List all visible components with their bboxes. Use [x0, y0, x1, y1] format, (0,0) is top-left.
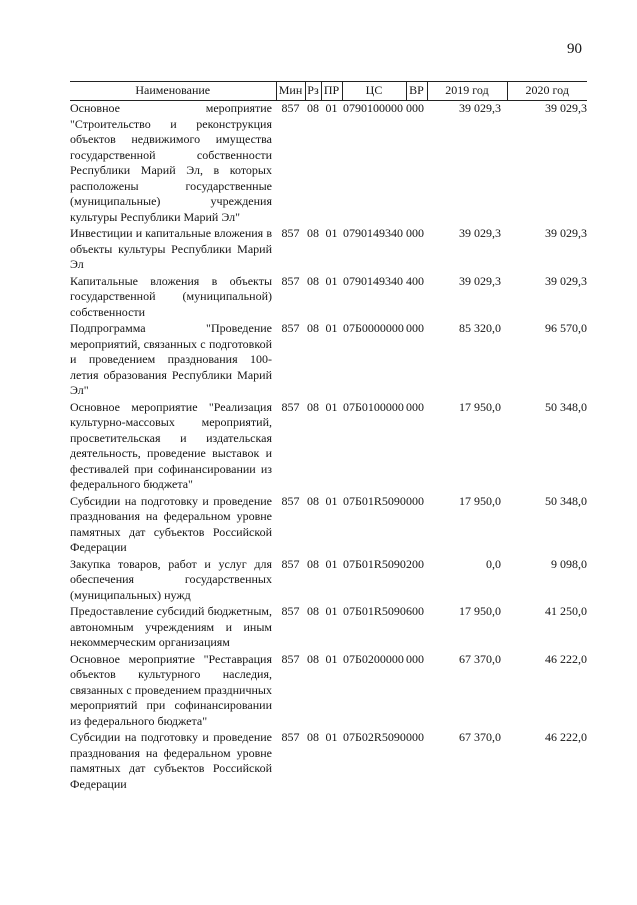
cell-vr: 000 — [406, 730, 424, 744]
cell-2019: 67 370,0 — [459, 651, 501, 666]
cell-2020: 41 250,0 — [545, 604, 587, 618]
table-header — [70, 82, 587, 101]
cell-pr: 01 — [325, 604, 338, 618]
cell-vr: 000 — [406, 226, 424, 240]
header-2019: 2019 год — [427, 82, 507, 101]
cell-min: 857 — [281, 101, 300, 115]
cell-2020: 96 570,0 — [545, 321, 587, 335]
page-number: 90 — [567, 41, 582, 57]
cell-name: Основное мероприятие "Реставрация объектов культурного наследия, связанных с проведением праздничных мероприятий при софинансировании из федерального бюджета" — [70, 651, 272, 728]
header-vr: ВР — [406, 82, 427, 101]
table-row — [70, 557, 587, 605]
table-row — [70, 226, 587, 274]
cell-pr: 01 — [325, 493, 338, 508]
cell-min: 857 — [281, 273, 300, 288]
cell-cs: 07Б01R5090 — [343, 493, 406, 508]
cell-pr: 01 — [325, 651, 338, 666]
cell-2019: 0,0 — [486, 556, 501, 571]
cell-vr: 000 — [406, 399, 424, 414]
cell-pr: 01 — [325, 556, 338, 571]
header-rz: Рз — [305, 82, 321, 101]
cell-pr: 01 — [325, 730, 338, 744]
cell-2019: 17 950,0 — [459, 604, 501, 618]
table-row — [70, 321, 587, 400]
cell-min: 857 — [281, 651, 300, 666]
header-pr: ПР — [321, 82, 342, 101]
cell-name: Предоставление субсидий бюджетным, автономным учреждениям и иным некоммерческим организациям — [70, 604, 272, 649]
table-row — [70, 652, 587, 731]
cell-min: 857 — [281, 399, 300, 414]
header-2020: 2020 год — [507, 82, 587, 101]
cell-min: 857 — [281, 226, 300, 240]
cell-cs: 0790149340 — [343, 273, 403, 288]
cell-2019: 39 029,3 — [459, 226, 501, 240]
cell-min: 857 — [281, 321, 300, 335]
cell-2020: 39 029,3 — [545, 226, 587, 240]
cell-2019: 85 320,0 — [459, 321, 501, 335]
cell-name: Основное мероприятие "Строительство и реконструкция объектов недвижимого имущества государственной собственности Республики Марий Эл, в которых расположены государственные (муниципальные) учреждения культуры Республики Марий Эл" — [70, 101, 272, 224]
table-row — [70, 274, 587, 322]
cell-cs: 07Б02R5090 — [343, 730, 406, 744]
header-name: Наименование — [70, 82, 276, 101]
cell-2019: 17 950,0 — [459, 493, 501, 508]
cell-min: 857 — [281, 604, 300, 618]
cell-name: Закупка товаров, работ и услуг для обеспечения государственных (муниципальных) нужд — [70, 556, 272, 602]
cell-2020: 46 222,0 — [545, 651, 587, 666]
cell-cs: 07Б0000000 — [343, 321, 404, 335]
cell-name: Субсидии на подготовку и проведение празднования на федеральном уровне памятных дат субъектов Российской Федерации — [70, 493, 272, 554]
cell-vr: 200 — [406, 556, 424, 571]
cell-2019: 17 950,0 — [459, 399, 501, 414]
cell-2019: 39 029,3 — [459, 273, 501, 288]
cell-rz: 08 — [307, 226, 319, 240]
cell-name: Субсидии на подготовку и проведение празднования на федеральном уровне памятных дат субъектов Российской Федерации — [70, 730, 272, 791]
header-cs: ЦС — [342, 82, 406, 101]
cell-rz: 08 — [307, 730, 319, 744]
cell-2020: 46 222,0 — [545, 730, 587, 744]
cell-cs: 07Б01R5090 — [343, 556, 406, 571]
cell-name: Основное мероприятие "Реализация культурно-массовых мероприятий, просветительская и издательская деятельность, проведение выставок и фестивалей при софинансировании из федерального бюджета" — [70, 399, 272, 491]
cell-2020: 50 348,0 — [545, 493, 587, 508]
cell-2019: 39 029,3 — [459, 101, 501, 115]
cell-name: Подпрограмма "Проведение мероприятий, связанных с подготовкой и проведением празднования 100-летия образования Республики Марий Эл" — [70, 321, 272, 397]
cell-pr: 01 — [325, 321, 338, 335]
cell-rz: 08 — [307, 651, 319, 666]
cell-rz: 08 — [307, 493, 319, 508]
cell-rz: 08 — [307, 101, 319, 115]
table-row — [70, 730, 587, 793]
table-row — [70, 604, 587, 652]
cell-rz: 08 — [307, 321, 319, 335]
budget-table — [70, 81, 587, 793]
cell-2020: 9 098,0 — [551, 556, 587, 571]
cell-min: 857 — [281, 556, 300, 571]
cell-name: Капитальные вложения в объекты государственной (муниципальной) собственности — [70, 273, 272, 319]
table-row — [70, 494, 587, 557]
cell-rz: 08 — [307, 273, 319, 288]
cell-vr: 000 — [406, 321, 424, 335]
cell-2020: 39 029,3 — [545, 273, 587, 288]
cell-2020: 39 029,3 — [545, 101, 587, 115]
cell-rz: 08 — [307, 604, 319, 618]
cell-2019: 67 370,0 — [459, 730, 501, 744]
cell-name: Инвестиции и капитальные вложения в объекты культуры Республики Марий Эл — [70, 226, 272, 271]
table-row — [70, 101, 587, 227]
cell-vr: 000 — [406, 493, 424, 508]
cell-min: 857 — [281, 730, 300, 744]
cell-pr: 01 — [325, 273, 338, 288]
cell-vr: 600 — [406, 604, 424, 618]
cell-rz: 08 — [307, 399, 319, 414]
cell-vr: 000 — [406, 101, 424, 115]
cell-2020: 50 348,0 — [545, 399, 587, 414]
cell-cs: 0790100000 — [343, 101, 403, 115]
header-row — [70, 82, 587, 101]
cell-min: 857 — [281, 493, 300, 508]
cell-cs: 07Б01R5090 — [343, 604, 406, 618]
cell-pr: 01 — [325, 101, 338, 115]
cell-pr: 01 — [325, 399, 338, 414]
header-min: Мин — [276, 82, 305, 101]
cell-rz: 08 — [307, 556, 319, 571]
cell-vr: 000 — [406, 651, 424, 666]
table-row — [70, 400, 587, 494]
cell-cs: 07Б0200000 — [343, 651, 404, 666]
cell-vr: 400 — [406, 273, 424, 288]
cell-pr: 01 — [325, 226, 338, 240]
cell-cs: 0790149340 — [343, 226, 403, 240]
table-body — [70, 101, 587, 794]
cell-cs: 07Б0100000 — [343, 399, 404, 414]
